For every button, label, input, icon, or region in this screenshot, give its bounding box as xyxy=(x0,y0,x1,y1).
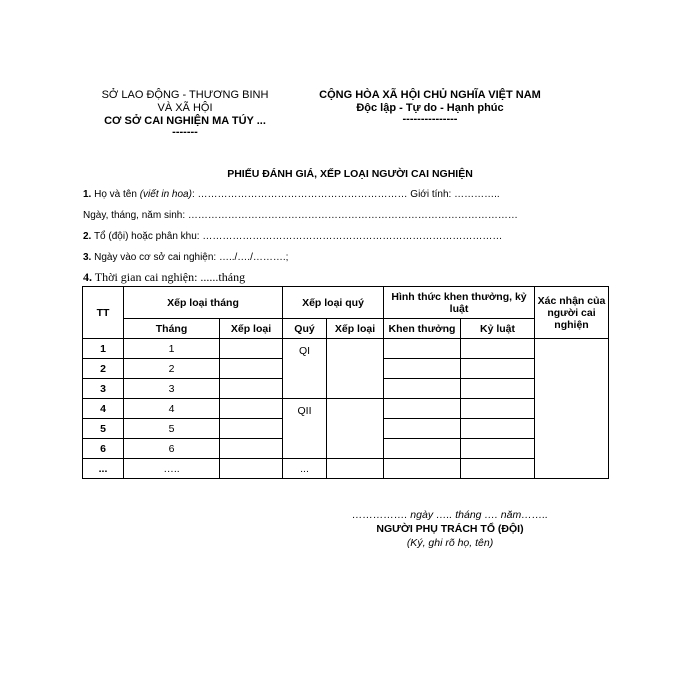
field-4-number: 4. xyxy=(83,270,92,284)
row-reward-cell xyxy=(384,379,461,399)
field-1-label: Họ và tên xyxy=(91,189,140,200)
field-3-rest: Ngày vào cơ sở cai nghiện: …../…./……….; xyxy=(91,252,289,263)
table-row xyxy=(83,459,609,479)
field-1-number: 1. xyxy=(83,189,92,200)
row-reward-cell xyxy=(384,419,461,439)
header-quarter-score: Xếp loại xyxy=(327,319,384,339)
row-tt: 6 xyxy=(83,439,124,459)
row-discipline-cell xyxy=(461,339,535,359)
quarter-rating-cell xyxy=(327,339,384,399)
field-date-of-birth: Ngày, tháng, năm sinh: ……………………………………………………………………………………… xyxy=(83,210,518,221)
row-discipline-cell xyxy=(461,419,535,439)
header-month-rating: Xếp loại tháng xyxy=(124,287,283,319)
table-header-row-2 xyxy=(83,319,609,339)
field-1-hint: (viết in hoa) xyxy=(139,189,192,200)
row-month-rating-cell xyxy=(220,379,283,399)
quarter-rating-cell xyxy=(327,399,384,459)
row-month-rating-cell xyxy=(220,419,283,439)
row-tt: 1 xyxy=(83,339,124,359)
header-quarter: Quý xyxy=(283,319,327,339)
row-discipline-cell xyxy=(461,399,535,419)
signature-title: NGƯỜI PHỤ TRÁCH TỔ (ĐỘI) xyxy=(376,523,524,535)
field-full-name xyxy=(83,189,500,200)
national-header xyxy=(300,89,560,124)
field-duration xyxy=(83,270,245,285)
row-reward-cell xyxy=(384,439,461,459)
signature-block xyxy=(330,508,570,550)
agency-line-2: VÀ XÃ HỘI xyxy=(157,102,213,114)
header-month: Tháng xyxy=(124,319,220,339)
row-tt: ... xyxy=(83,459,124,479)
field-2-rest: Tổ (đội) hoặc phân khu: ……………………………………………………………………………… xyxy=(91,231,503,242)
table-header-row-1 xyxy=(83,287,609,319)
row-month-rating-cell xyxy=(220,339,283,359)
header-reward-discipline: Hình thức khen thưởng, kỷ luật xyxy=(384,287,535,319)
header-month-score: Xếp loại xyxy=(220,319,283,339)
row-month-rating-cell xyxy=(220,459,283,479)
header-quarter-rating: Xếp loại quý xyxy=(283,287,384,319)
row-discipline-cell xyxy=(461,379,535,399)
row-tt: 4 xyxy=(83,399,124,419)
header-reward: Khen thưởng xyxy=(384,319,461,339)
row-reward-cell xyxy=(384,399,461,419)
signature-note: (Ký, ghi rõ họ, tên) xyxy=(406,537,494,549)
row-month-rating-cell xyxy=(220,439,283,459)
form-title: PHIẾU ĐÁNH GIÁ, XẾP LOẠI NGƯỜI CAI NGHIỆN xyxy=(227,168,473,180)
national-title: CỘNG HÒA XÃ HỘI CHỦ NGHĨA VIỆT NAM xyxy=(319,89,541,101)
row-month: 5 xyxy=(124,419,220,439)
row-month: 3 xyxy=(124,379,220,399)
quarter-cell: QI xyxy=(283,339,327,399)
row-month: 4 xyxy=(124,399,220,419)
row-month-rating-cell xyxy=(220,399,283,419)
quarter-rating-cell xyxy=(327,459,384,479)
field-team xyxy=(83,231,502,242)
row-discipline-cell xyxy=(461,459,535,479)
row-tt: 2 xyxy=(83,359,124,379)
table-row xyxy=(83,399,609,419)
row-discipline-cell xyxy=(461,359,535,379)
quarter-cell: QII xyxy=(283,399,327,459)
header-confirmation: Xác nhận của người cai nghiện xyxy=(535,287,609,339)
field-entry-date xyxy=(83,252,288,263)
row-month-rating-cell xyxy=(220,359,283,379)
agency-header xyxy=(80,89,290,137)
row-reward-cell xyxy=(384,339,461,359)
field-4-rest: Thời gian cai nghiện: ......tháng xyxy=(92,270,246,284)
quarter-cell: ... xyxy=(283,459,327,479)
facility-name: CƠ SỞ CAI NGHIỆN MA TÚY ... xyxy=(104,115,266,127)
confirmation-cell xyxy=(535,339,609,479)
field-3-number: 3. xyxy=(83,252,92,263)
header-tt: TT xyxy=(83,287,124,339)
table-row xyxy=(83,339,609,359)
row-month: ….. xyxy=(124,459,220,479)
agency-line-1: SỞ LAO ĐỘNG - THƯƠNG BINH xyxy=(101,89,269,101)
national-underline: --------------- xyxy=(402,113,458,125)
national-motto: Độc lập - Tự do - Hạnh phúc xyxy=(356,102,504,114)
header-discipline: Kỷ luật xyxy=(461,319,535,339)
agency-underline: ------- xyxy=(172,126,198,138)
row-reward-cell xyxy=(384,359,461,379)
row-reward-cell xyxy=(384,459,461,479)
field-1-rest: : ……………………………………………………… Giới tính: ………….. xyxy=(191,189,500,200)
row-month: 2 xyxy=(124,359,220,379)
signature-date-line: ……………. ngày ….. tháng …. năm…….. xyxy=(351,509,549,521)
field-2-number: 2. xyxy=(83,231,92,242)
row-month: 1 xyxy=(124,339,220,359)
evaluation-table xyxy=(82,286,609,479)
row-discipline-cell xyxy=(461,439,535,459)
row-tt: 5 xyxy=(83,419,124,439)
row-month: 6 xyxy=(124,439,220,459)
row-tt: 3 xyxy=(83,379,124,399)
